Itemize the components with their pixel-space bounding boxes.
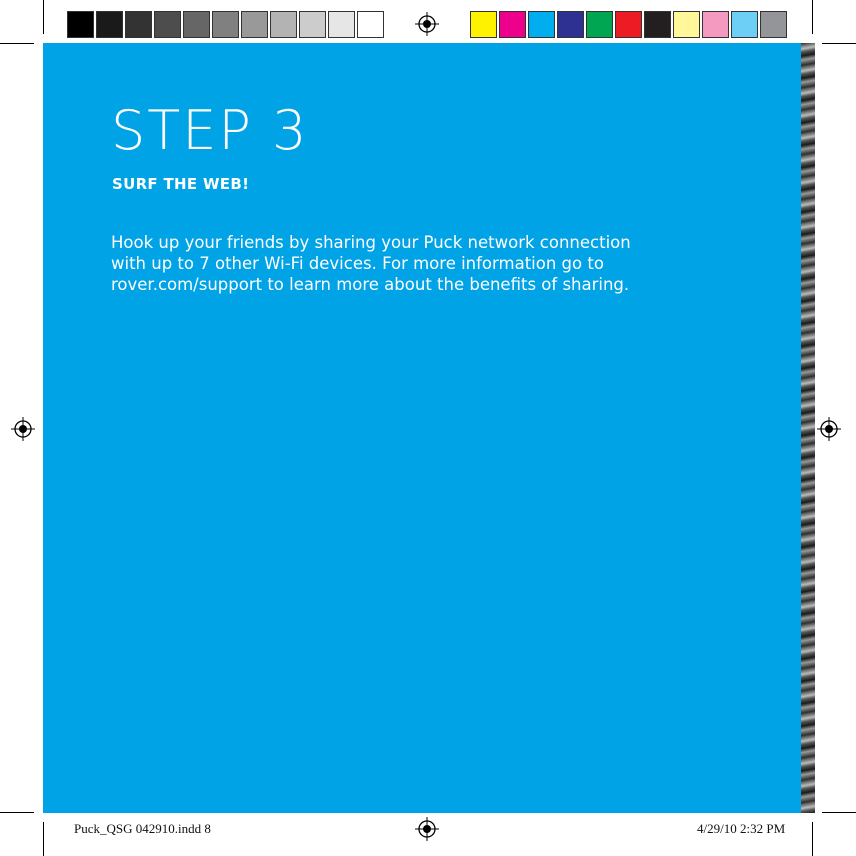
color-swatch — [212, 11, 239, 38]
crosshair-circle-icon — [11, 417, 35, 441]
color-swatch — [731, 11, 758, 38]
color-swatch — [67, 11, 94, 38]
photo-bleed-edge — [801, 43, 815, 813]
crop-mark-top-left-h — [0, 43, 34, 44]
color-swatch — [470, 11, 497, 38]
color-swatch — [615, 11, 642, 38]
crop-mark-bottom-left-h — [0, 812, 34, 813]
crop-mark-top-right-h — [822, 43, 856, 44]
color-swatch — [241, 11, 268, 38]
color-swatch — [673, 11, 700, 38]
color-swatch — [702, 11, 729, 38]
color-swatch — [528, 11, 555, 38]
color-swatch — [125, 11, 152, 38]
page-title: STEP 3 — [111, 99, 309, 162]
slug-datetime: 4/29/10 2:32 PM — [697, 821, 786, 836]
color-swatch — [357, 11, 384, 38]
color-swatch — [328, 11, 355, 38]
color-swatch — [96, 11, 123, 38]
color-swatch — [586, 11, 613, 38]
slug-filename: Puck_QSG 042910.indd 8 — [74, 821, 211, 836]
crop-mark-bottom-right-h — [822, 812, 856, 813]
body-paragraph: Hook up your friends by sharing your Puck network connection with up to 7 other Wi-Fi devices. For more information go to rover.com/support to learn more about the benefits of sharing. — [111, 233, 631, 294]
color-swatch — [154, 11, 181, 38]
color-swatch — [299, 11, 326, 38]
color-swatch — [760, 11, 787, 38]
crosshair-circle-icon — [817, 417, 841, 441]
color-swatch — [183, 11, 210, 38]
color-swatch — [557, 11, 584, 38]
color-swatch — [270, 11, 297, 38]
page-subtitle: SURF THE WEB! — [112, 175, 250, 193]
crosshair-circle-icon — [415, 12, 439, 36]
crosshair-circle-icon — [415, 817, 439, 841]
crop-mark-bottom-right-v — [812, 822, 813, 856]
crop-mark-top-right-v — [812, 0, 813, 34]
crop-mark-bottom-left-v — [43, 822, 44, 856]
crop-mark-top-left-v — [43, 0, 44, 34]
color-swatch — [644, 11, 671, 38]
color-swatch — [499, 11, 526, 38]
